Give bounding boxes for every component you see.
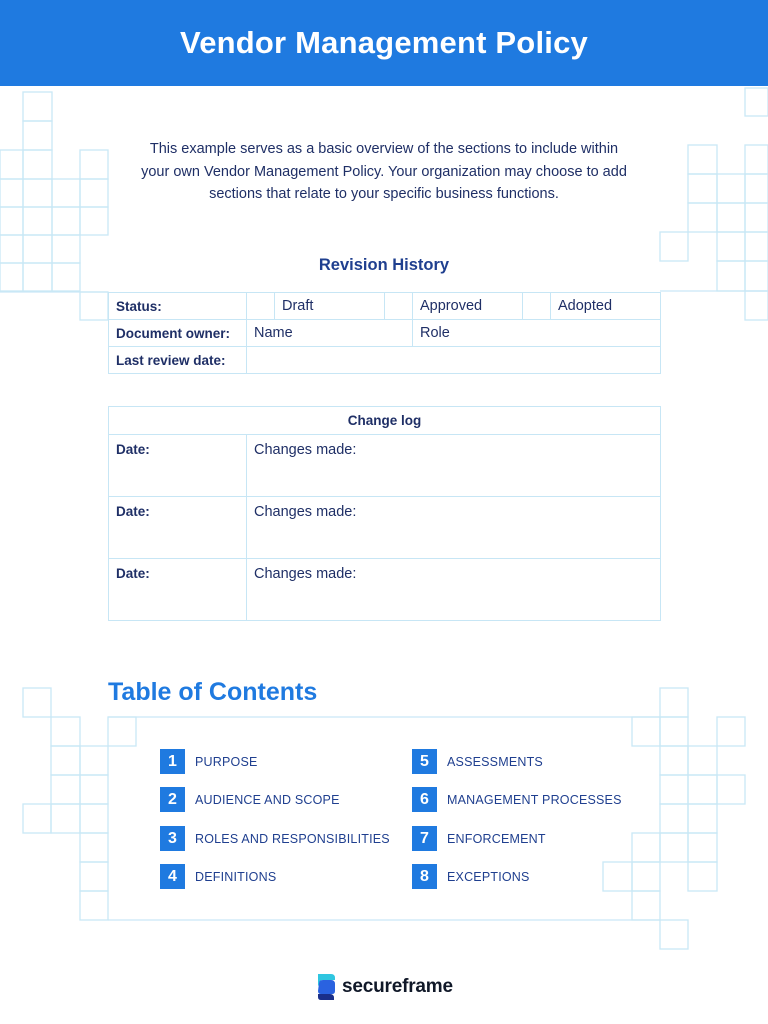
toc-item-enforcement[interactable]	[412, 826, 546, 851]
revision-history-table	[108, 292, 661, 374]
status-option-approved: Approved	[413, 293, 523, 320]
status-row	[109, 293, 661, 320]
draft-checkbox[interactable]	[247, 293, 275, 320]
change-log-title: Change log	[109, 407, 661, 435]
intro-text: This example serves as a basic overview of the sections to include within your own Vendor Management Policy. Your organization may choose to add sections that relate to your specific business functions.	[141, 141, 627, 202]
toc-item-exceptions[interactable]	[412, 864, 530, 889]
owner-label: Document owner:	[109, 320, 247, 347]
toc-item-label: AUDIENCE AND SCOPE	[195, 792, 340, 807]
status-option-adopted: Adopted	[551, 293, 661, 320]
toc-number-badge: 2	[160, 787, 185, 812]
toc-item-label: ROLES AND RESPONSIBILITIES	[195, 831, 390, 846]
toc-item-label: EXCEPTIONS	[447, 869, 530, 884]
change-date-field[interactable]: Date:	[109, 559, 247, 621]
changes-made-field[interactable]: Changes made:	[247, 497, 661, 559]
page-header	[0, 0, 768, 86]
toc-item-purpose[interactable]	[160, 749, 258, 774]
review-date-label: Last review date:	[109, 347, 247, 374]
changes-made-field[interactable]: Changes made:	[247, 435, 661, 497]
change-log-table	[108, 406, 661, 621]
toc-item-label: ASSESSMENTS	[447, 754, 543, 769]
toc-item-definitions[interactable]	[160, 864, 276, 889]
review-row	[109, 347, 661, 374]
owner-row	[109, 320, 661, 347]
toc-number-badge: 3	[160, 826, 185, 851]
toc-number-badge: 5	[412, 749, 437, 774]
status-label: Status:	[109, 293, 247, 320]
toc-item-label: PURPOSE	[195, 754, 258, 769]
owner-name-field[interactable]: Name	[247, 320, 413, 347]
page-title: Vendor Management Policy	[180, 25, 588, 60]
toc-item-label: ENFORCEMENT	[447, 831, 546, 846]
change-log-row	[109, 497, 661, 559]
toc-number-badge: 7	[412, 826, 437, 851]
review-date-field[interactable]	[247, 347, 661, 374]
toc-number-badge: 1	[160, 749, 185, 774]
toc-number-badge: 8	[412, 864, 437, 889]
toc-number-badge: 4	[160, 864, 185, 889]
toc-item-label: MANAGEMENT PROCESSES	[447, 792, 622, 807]
toc-item-label: DEFINITIONS	[195, 869, 277, 884]
approved-checkbox[interactable]	[385, 293, 413, 320]
toc-title: Table of Contents	[108, 678, 318, 706]
change-date-field[interactable]: Date:	[109, 497, 247, 559]
change-date-field[interactable]: Date:	[109, 435, 247, 497]
toc-item-audience-and-scope[interactable]	[160, 787, 340, 812]
change-log-row	[109, 435, 661, 497]
change-log-row	[109, 559, 661, 621]
toc-number-badge: 6	[412, 787, 437, 812]
revision-history-title: Revision History	[318, 256, 450, 274]
brand-name: secureframe	[342, 976, 453, 997]
secureframe-logo-icon	[316, 972, 336, 1002]
adopted-checkbox[interactable]	[523, 293, 551, 320]
toc-item-roles-and-responsibilities[interactable]	[160, 826, 390, 851]
changes-made-field[interactable]: Changes made:	[247, 559, 661, 621]
toc-item-management-processes[interactable]	[412, 787, 622, 812]
owner-role-field[interactable]: Role	[413, 320, 661, 347]
status-option-draft: Draft	[275, 293, 385, 320]
secureframe-logo	[316, 972, 453, 1002]
toc-item-assessments[interactable]	[412, 749, 543, 774]
